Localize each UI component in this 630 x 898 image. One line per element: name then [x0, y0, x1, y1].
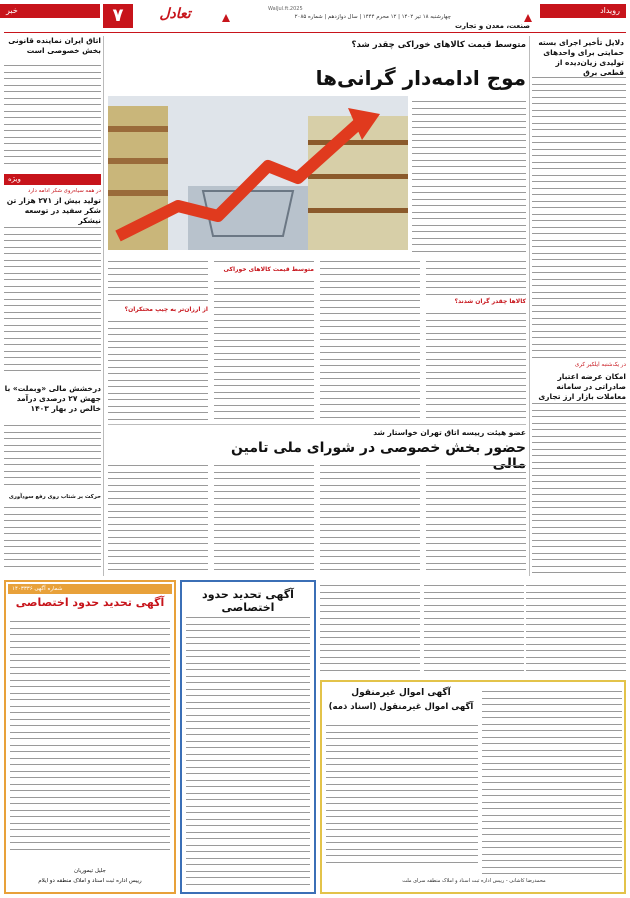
- rising-arrow-graphic: [108, 96, 408, 250]
- left-item2-title: تولید بیش از ۲۷۱ هزار تن شکر سفید در توسعه نیشکر: [6, 196, 101, 225]
- body-text: [426, 256, 526, 296]
- body-text: [532, 398, 626, 574]
- divider: [529, 36, 530, 576]
- ad-box-1: [4, 580, 176, 894]
- body-text: [4, 60, 101, 170]
- main-intro: [412, 96, 526, 256]
- body-text: [4, 420, 101, 492]
- web-ref: WalJul.ft.2025: [268, 6, 303, 12]
- ad-title: آگهی تحدید حدود اختصاصی: [15, 596, 165, 609]
- body-text: [320, 460, 420, 574]
- subhead: متوسط قیمت کالاهای خوراکی: [223, 266, 314, 273]
- section-name: صنعت، معدن و تجارت: [455, 22, 530, 30]
- right-lower-text: [320, 580, 626, 676]
- body-text: [426, 308, 526, 422]
- right-item2-title: امکان عرضه اعتبار صادراتی در سامانه معاملات بازار ارز تجاری: [538, 372, 626, 401]
- divider: [4, 32, 626, 33]
- subhead: از ارزان‌تر به چیپ محتکران؟: [124, 306, 208, 313]
- right-item2-kicker: در یک‌شنبه ایلکیر کری: [574, 362, 626, 368]
- body-text: [4, 222, 101, 380]
- triangle-icon: [222, 14, 230, 22]
- left-item1-title: اتاق ایران نماینده قانونی بخش خصوصی است: [8, 36, 101, 55]
- body-text: [326, 720, 478, 870]
- masthead: [0, 0, 630, 36]
- body-text: [214, 276, 314, 422]
- ad-number-banner: شماره آگهی ۱۴۰۳۳۳۶: [8, 584, 172, 594]
- left-column: [4, 36, 101, 576]
- right-section-tag: [540, 4, 626, 18]
- body-text: [412, 96, 526, 256]
- date-line: چهارشنبه ۱۸ تیر ۱۴۰۲ | ۱۲ محرم ۱۴۴۴ | سال دوازدهم | شماره ۲۰۸۵: [294, 14, 451, 20]
- ad-box-2: [180, 580, 316, 894]
- ad-title: آگهی تحدید حدود اختصاصی: [202, 588, 294, 614]
- divider: [108, 424, 526, 425]
- right-item-title: دلایل تأخیر اجرای بسته حمایتی برای واحدهای تولیدی زیان‌دیده از قطعی برق: [538, 38, 624, 77]
- divider: [103, 36, 104, 576]
- left-item3-title: درخشش مالی «وبملت» با جهش ۲۷ درصدی درآمد خالص در بهار ۱۴۰۳: [4, 384, 101, 413]
- body-text: [320, 256, 420, 422]
- subhead: کالاها چقدر گران شدند؟: [454, 298, 526, 305]
- mid-kicker: عضو هیئت رییسه اتاق تهران خواستار شد: [373, 428, 526, 437]
- left-tag-text: خبر: [6, 6, 18, 15]
- main-headline: موج ادامه‌دار گرانی‌ها: [315, 66, 526, 90]
- body-text: [108, 460, 208, 574]
- ad-box-3: [320, 680, 626, 894]
- supermarket-photo: [108, 96, 408, 250]
- mid-headline: حضور بخش خصوصی در شورای ملی تامین مالی: [231, 440, 526, 472]
- body-text: [526, 580, 626, 676]
- left-tag-special: ویژه: [4, 174, 101, 185]
- body-text: [4, 502, 101, 574]
- mid-body: [108, 460, 526, 576]
- signatory-name: جلیل تیموریان: [74, 868, 106, 874]
- body-text: [214, 460, 314, 574]
- triangle-icon: [524, 14, 532, 22]
- body-text: [108, 256, 208, 304]
- body-text: [10, 616, 170, 852]
- body-text: [426, 460, 526, 574]
- body-text: [532, 72, 626, 362]
- signatory-role: رییس اداره ثبت اسناد و املاک منطقه دو ایلام: [38, 878, 142, 884]
- body-text: [214, 256, 314, 264]
- left-item2-kicker: در همه سیاه‌روی شکر ادامه دارد: [28, 188, 101, 194]
- ad-title: آگهی اموال غیرمنقول: [351, 688, 451, 698]
- page-number: ۷: [103, 4, 133, 28]
- body-text: [482, 686, 622, 876]
- right-column: [532, 36, 626, 576]
- left-bullet: حرکت بر شتاب روی رفع سودآوری: [8, 494, 101, 500]
- body-text: [320, 580, 420, 676]
- left-section-tag: [0, 4, 100, 18]
- main-body-columns: [108, 256, 526, 422]
- body-text: [108, 316, 208, 422]
- right-tag-text: رویداد: [600, 6, 620, 15]
- body-text: [424, 580, 524, 676]
- ad-signature: محمدرضا کاشانی - رییس اداره ثبت اسناد و املاک منطقه سرای ملت: [402, 878, 546, 884]
- ad-title: آگهی اموال غیرمنقول (اسناد ذمه): [328, 702, 474, 712]
- main-kicker: متوسط قیمت کالاهای خوراکی چقدر شد؟: [351, 40, 526, 50]
- body-text: [186, 612, 310, 890]
- logo: تعادل: [159, 6, 191, 22]
